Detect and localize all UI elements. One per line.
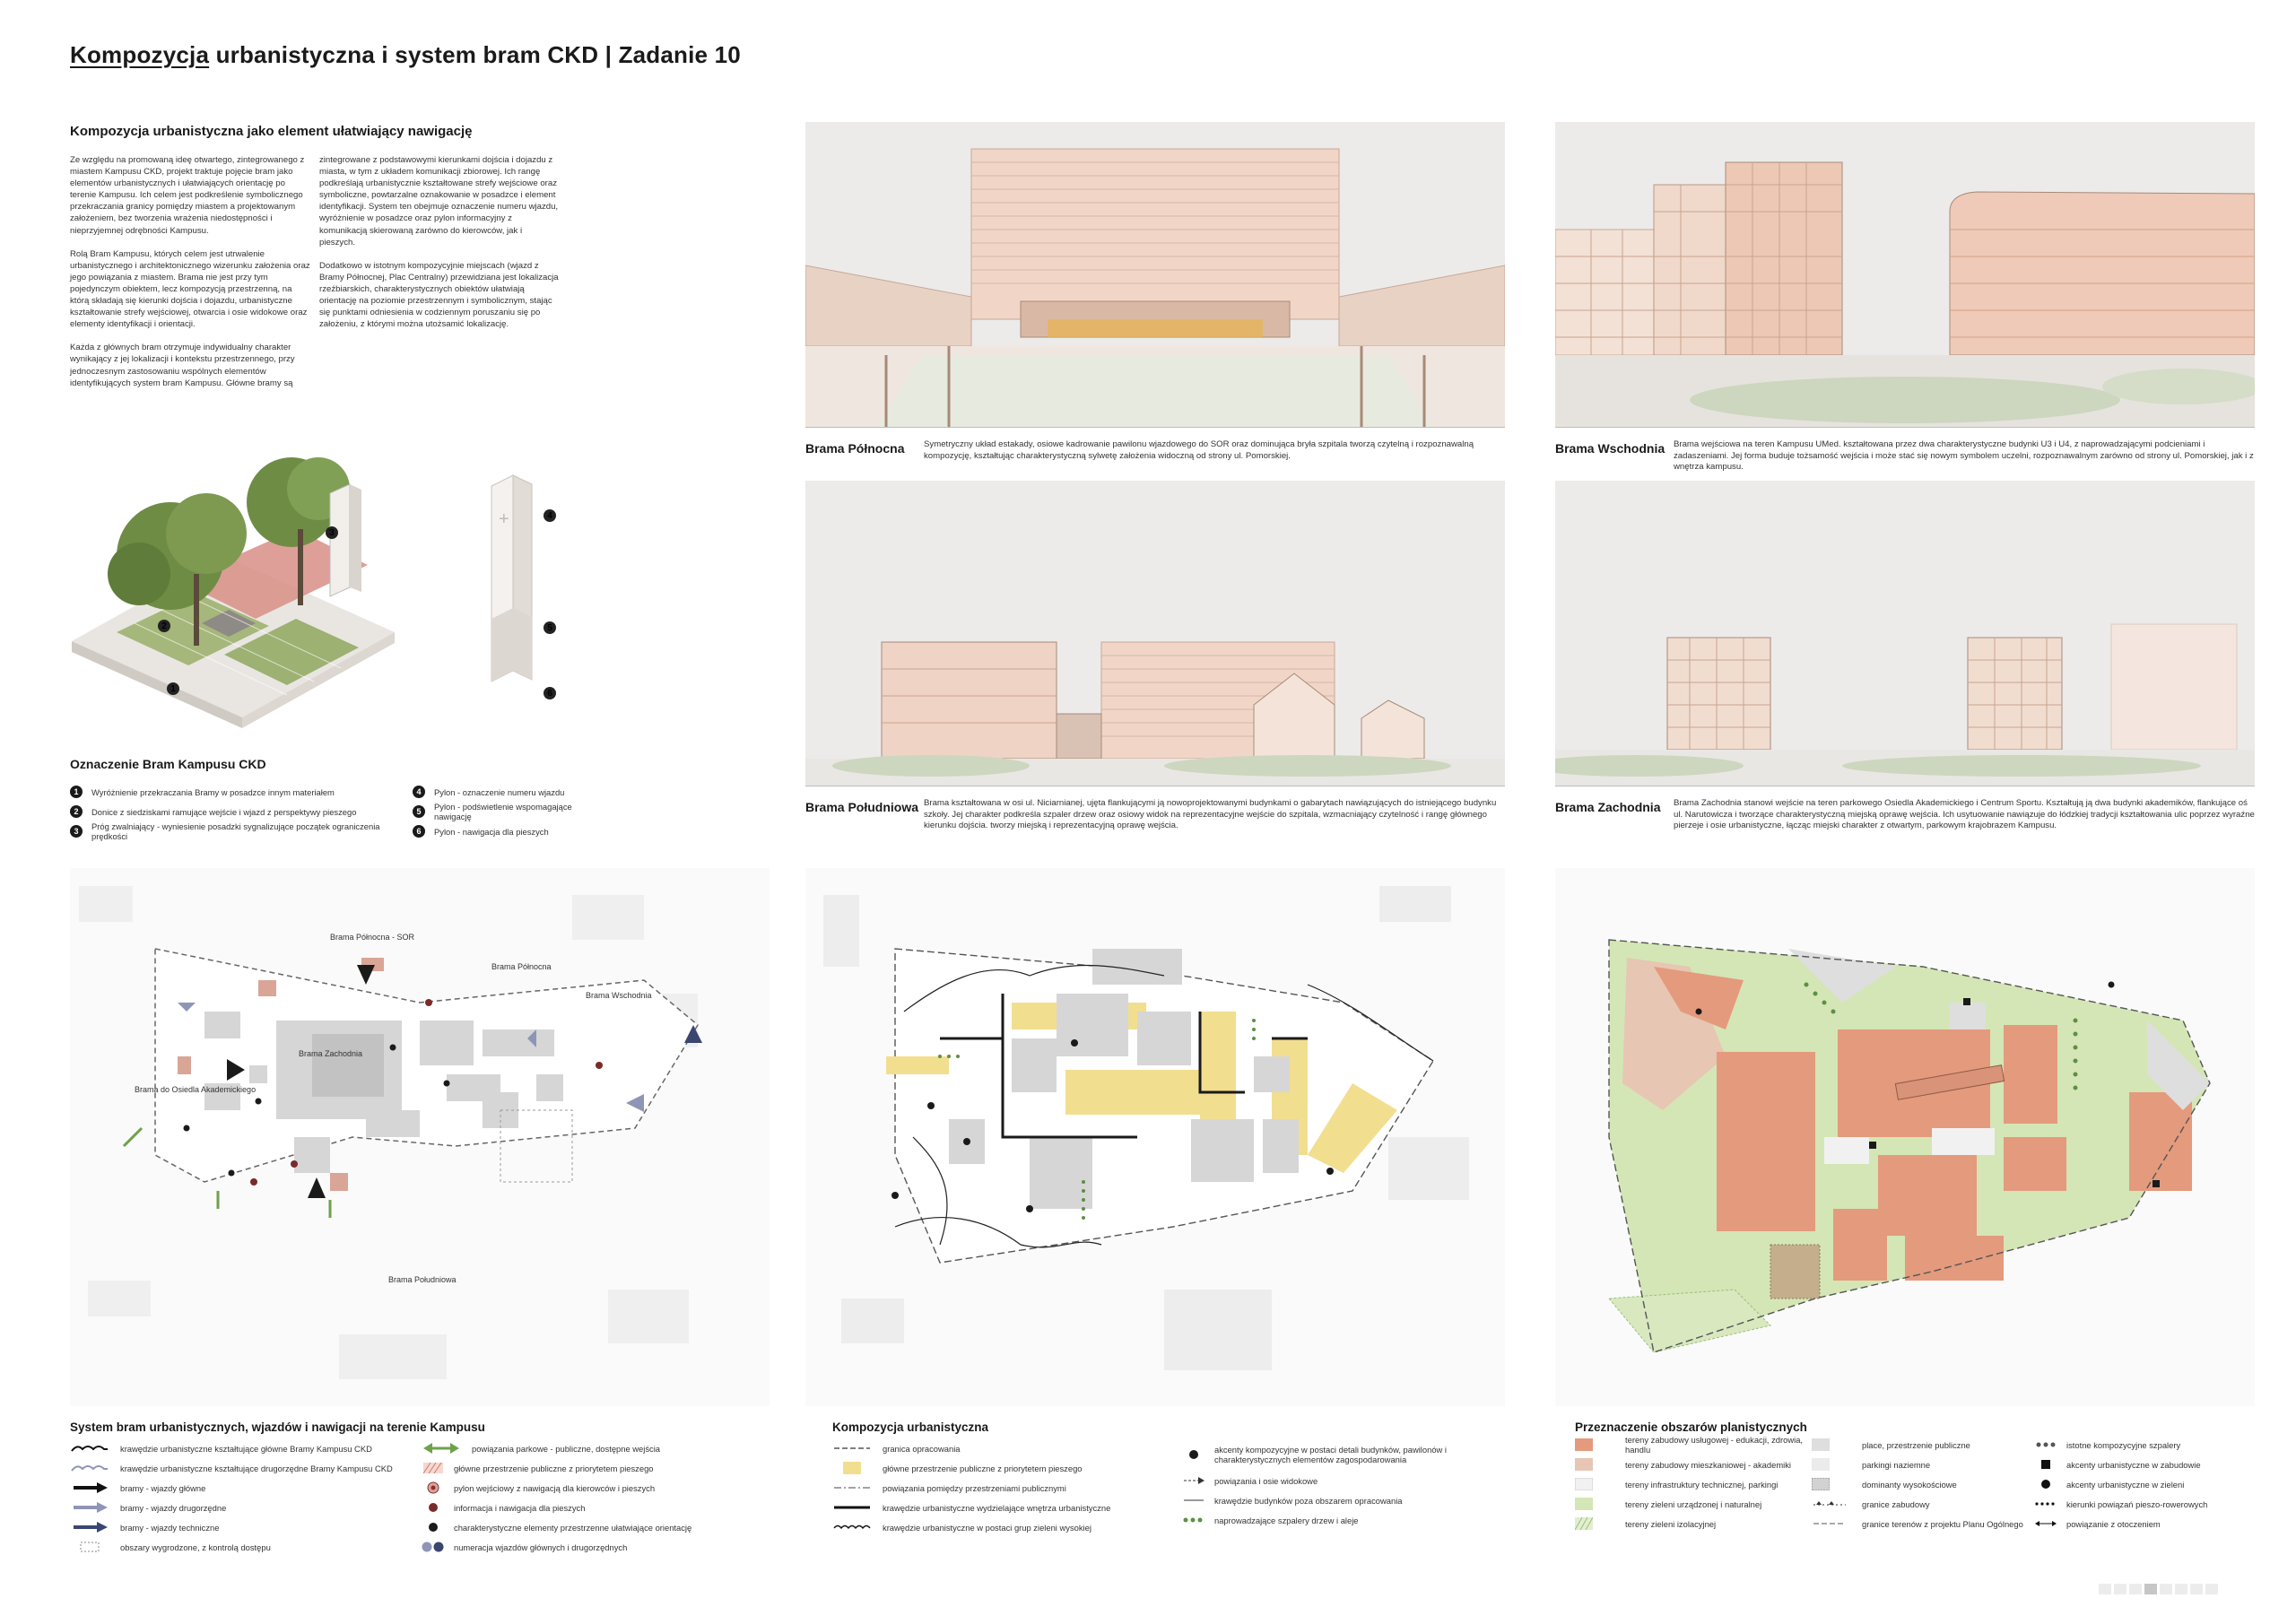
north-gate-title: Brama Północna [805, 441, 905, 456]
render-south-gate [805, 481, 1505, 786]
legend1-left [70, 1438, 411, 1557]
green-zone-icon [1575, 1498, 1614, 1510]
isolation-green-icon [1575, 1517, 1614, 1530]
map1-label-south: Brama Południowa [388, 1275, 457, 1284]
render-east-gate [1555, 122, 2255, 428]
intro-column-2 [319, 154, 560, 342]
east-gate-text: Brama wejściowa na teren Kampusu UMed. kształtowana przez dwa charakterystyczne budynki U3 i U4, z naprowadzającymi podcieniami i zadaszeniami. Jej forma buduje tożsamość wejścia i może stać się nowym symbolem uczelni, rozpoznawalnym zarówno od strony ul. Pomorskiej, jak i z wnętrza kampusu. [1674, 439, 2254, 473]
legend-item: naprowadzające szpalery drzew i aleje [1214, 1515, 1359, 1525]
number-badge: 5 [413, 805, 425, 818]
study-boundary-icon [832, 1442, 872, 1455]
bike-link-icon [2034, 1498, 2057, 1510]
edge-secondary-icon [70, 1462, 109, 1474]
marker-1: 1 [170, 684, 176, 694]
map-urban-composition [805, 868, 1505, 1406]
title-rest: urbanistyczna i system bram CKD | Zadanie 10 [209, 41, 741, 68]
marker-6: 6 [547, 689, 552, 699]
marker-2: 2 [161, 621, 167, 631]
legend-item: krawędzie budynków poza obszarem opracowania [1214, 1495, 1403, 1506]
marking-heading: Oznaczenie Bram Kampusu CKD [70, 757, 266, 771]
intro-column-1 [70, 154, 310, 401]
numbering-icon [422, 1541, 445, 1553]
east-gate-title: Brama Wschodnia [1555, 441, 1665, 456]
legend-item: główne przestrzenie publiczne z priorytetem pieszego [454, 1463, 654, 1473]
page-title [70, 41, 741, 69]
legend-item: tereny zabudowy usługowej - edukacji, zdrowia, handlu [1625, 1435, 1804, 1455]
legend-item: bramy - wjazdy główne [120, 1482, 206, 1493]
legend-item: akcenty urbanistyczne w zabudowie [2066, 1459, 2201, 1470]
number-badge: 3 [70, 825, 83, 838]
building-accent-icon [2034, 1458, 2057, 1471]
map1-label-west: Brama Zachodnia [299, 1049, 363, 1058]
plan-boundary-icon [1812, 1517, 1851, 1530]
marking-legend-right [413, 782, 583, 841]
map1-label-north-sor: Brama Północna - SOR [330, 933, 415, 942]
arrow-secondary-icon [70, 1501, 109, 1514]
legend-item: tereny infrastruktury technicznej, parkingi [1625, 1479, 1779, 1490]
legend3-heading: Przeznaczenie obszarów planistycznych [1575, 1420, 1807, 1434]
page-dot [2129, 1584, 2142, 1594]
legend2-right [1182, 1438, 1478, 1530]
page-dot-active [2144, 1584, 2157, 1594]
marking-item: Pylon - podświetlenie wspomagające nawigację [434, 802, 572, 821]
public-space-yellow-icon [832, 1462, 872, 1474]
intro-heading: Kompozycja urbanistyczna jako element ułatwiający nawigację [70, 124, 473, 139]
legend-item: charakterystyczne elementy przestrzenne ułatwiające orientację [454, 1522, 692, 1533]
green-accent-icon [2034, 1478, 2057, 1490]
intro-paragraph: Dodatkowo w istotnym kompozycyjnie miejscach (wjazd z Bramy Północnej, Plac Centralny) przewidziana jest lokalizacja rzeźbiarskich, charakterystycznych obiektów ułatwiają orientację na poziomie przestrzennym i symbolicznym, stając się punktami odniesienia w codziennym poruszaniu się po założeniu, z którymi można utożsamić lokalizację. [319, 260, 559, 330]
map-planning-zones [1555, 868, 2255, 1406]
intro-paragraph: Każda z głównych bram otrzymuje indywidualny charakter wynikający z jej lokalizacji i kontekstu przestrzennego, przy jednoczesnym zastosowaniu wspólnych elementów identyfikujących system bram Kampusu. Główne bramy są [70, 343, 295, 388]
legend3-col1 [1575, 1435, 1826, 1533]
intro-paragraph: Ze względu na promowaną ideę otwartego, zintegrowanego z miastem Kampusu CKD, projekt traktuje pojęcie bram jako elementów urbanistycznych i ułatwiających orientację po terenie Kampusu. Ich celem jest podkreślenie symbolicznego przekraczania granicy pomiędzy miastem a projektowanym założeniem, bez tworzenia wrażenia niedostępności i nieprzyjemnej odrębności Kampusu. [70, 155, 305, 236]
green-edge-icon [832, 1521, 872, 1533]
west-gate-text: Brama Zachodnia stanowi wejście na teren parkowego Osiedla Akademickiego i Centrum Sportu. Kształtują ją dwa budynki akademików, flankujące oś ul. Narutowicza i tworzące charakterystyczną miejską oprawę wejścia. Ich usytuowanie nawiązuje do łódzkiej tradycji kształtowania ulic poprzez wyraźne pierzeje i osie urbanistyczne, łącząc miejski charakter z otwartym, parkowym krajobrazem Kampusu. [1674, 798, 2255, 831]
intro-paragraph: zintegrowane z podstawowymi kierunkami dojścia i dojazdu z miasta, w tym z układem komunikacji zbiorowej. Ich rangę podkreślają urbanistycznie kształtowane strefy wejściowe oraz symboliczne, powtarzalne oznakowanie w posadzce i element identyfikacji. System ten obejmuje oznaczenie numeru wjazdu, wyróżnienie w posadzce oraz pylon informacyjny z komunikacją skierowaną zarówno do kierowców, jak i pieszych. [319, 155, 559, 248]
map1-label-east: Brama Wschodnia [586, 991, 652, 1000]
legend-item: place, przestrzenie publiczne [1862, 1439, 1970, 1450]
map-gate-system [70, 868, 770, 1406]
legend1-heading: System bram urbanistycznych, wjazdów i nawigacji na terenie Kampusu [70, 1420, 485, 1434]
page-dot [2205, 1584, 2218, 1594]
legend2-heading: Kompozycja urbanistyczna [832, 1420, 989, 1434]
north-gate-render [805, 122, 1505, 427]
title-underlined: Kompozycja [70, 41, 210, 68]
map1-label-north: Brama Północna [491, 962, 552, 971]
legend-item: powiązanie z otoczeniem [2066, 1518, 2161, 1529]
tree-row-icon [1182, 1514, 1205, 1526]
marking-item: Donice z siedziskami ramujące wejście i wjazd z perspektywy pieszego [91, 806, 357, 817]
legend-item: akcenty urbanistyczne w zieleni [2066, 1479, 2185, 1490]
legend-item: granice terenów z projektu Planu Ogólnego [1862, 1518, 2023, 1529]
legend-item: bramy - wjazdy drugorzędne [120, 1502, 227, 1513]
housing-zone-icon [1575, 1458, 1614, 1471]
fenced-area-icon [70, 1541, 109, 1553]
legend-item: granice zabudowy [1862, 1498, 1930, 1509]
parking-icon [1812, 1458, 1851, 1471]
south-gate-render [805, 481, 1505, 786]
west-gate-title: Brama Zachodnia [1555, 800, 1661, 814]
public-space-hatch-icon [422, 1462, 445, 1474]
park-link-arrow-icon [422, 1442, 461, 1455]
map1-label-academic: Brama do Osiedla Akademickiego [135, 1085, 257, 1094]
gate-axonometric-illustration [63, 439, 565, 744]
infrastructure-zone-icon [1575, 1478, 1614, 1490]
legend3-col2 [1812, 1435, 2027, 1533]
legend-item: informacja i nawigacja dla pieszych [454, 1502, 586, 1513]
legend-item: tereny zieleni izolacyjnej [1625, 1518, 1717, 1529]
marker-3: 3 [329, 528, 335, 538]
east-gate-render [1555, 122, 2255, 427]
south-gate-title: Brama Południowa [805, 800, 919, 814]
number-badge: 1 [70, 786, 83, 798]
legend-item: pylon wejściowy z nawigacją dla kierowców i pieszych [454, 1482, 656, 1493]
legend-item: dominanty wysokościowe [1862, 1479, 1957, 1490]
page-dot [2099, 1584, 2111, 1594]
tree-row-key-icon [2034, 1438, 2057, 1451]
legend-item: krawędzie urbanistyczne w postaci grup zieleni wysokiej [883, 1522, 1091, 1533]
marker-4: 4 [547, 511, 552, 521]
legend-item: akcenty kompozycyjne w postaci detali budynków, pawilonów i charakterystycznych elementów zagospodarowania [1214, 1445, 1447, 1464]
render-north-gate [805, 122, 1505, 428]
marking-item: Próg zwalniający - wyniesienie posadzki sygnalizujące początek ograniczenia prędkości [91, 821, 380, 841]
page-dot [2160, 1584, 2172, 1594]
render-west-gate [1555, 481, 2255, 786]
page-indicator [2099, 1584, 2218, 1594]
pylon-icon [422, 1481, 445, 1494]
legend-item: tereny zieleni urządzonej i naturalnej [1625, 1498, 1762, 1509]
legend-item: powiązania pomiędzy przestrzeniami publicznymi [883, 1482, 1066, 1493]
marking-item: Pylon - nawigacja dla pieszych [434, 826, 549, 837]
legend-item: bramy - wjazdy techniczne [120, 1522, 220, 1533]
urban-edge-icon [832, 1501, 872, 1514]
view-axis-icon [1182, 1474, 1205, 1487]
legend-item: powiązania parkowe - publiczne, dostępne wejścia [472, 1443, 661, 1454]
legend-item: obszary wygrodzone, z kontrolą dostępu [120, 1542, 271, 1552]
north-gate-text: Symetryczny układ estakady, osiowe kadrowanie pawilonu wjazdowego do SOR oraz dominująca bryła szpitala tworzą czytelną i rozpoznawalną kompozycję, kształtując charakterystyczną sylwetę założenia widoczną od strony ul. Pomorskiej. [924, 439, 1474, 461]
south-gate-text [924, 798, 1505, 832]
arrow-main-icon [70, 1481, 109, 1494]
marking-item: Pylon - oznaczenie numeru wjazdu [434, 786, 565, 797]
accent-icon [1182, 1448, 1205, 1461]
number-badge: 2 [70, 805, 83, 818]
surroundings-link-icon [2034, 1517, 2057, 1530]
outside-building-edge-icon [1182, 1494, 1205, 1507]
legend1-right [422, 1438, 762, 1557]
legend-item: kierunki powiązań pieszo-rowerowych [2066, 1498, 2208, 1509]
number-badge: 6 [413, 825, 425, 838]
square-icon [1812, 1438, 1851, 1451]
legend2-left [832, 1438, 1164, 1537]
svg-text:+: + [499, 509, 509, 529]
pedestrian-info-icon [422, 1501, 445, 1514]
legend-item: numeracja wjazdów głównych i drugorzędnych [454, 1542, 628, 1552]
service-zone-icon [1575, 1438, 1614, 1451]
south-gate-text-part1: Brama kształtowana w osi ul. Niciarnianej, ujęta flankującymi ją nowoprojektowanymi budynkami o gabarytach nawiązujących do istniejącego budynku szkoły. Jej charakter podkreśla szpaler drzew oraz osiowy widok na reprezentacyjne wejście do szpitala, wzmacniający czytelność i rangę głównego kierunku dojścia. [924, 798, 1497, 831]
south-gate-text-part2: tworzy miejską i reprezentacyjną oprawę wejścia. [990, 821, 1178, 831]
marking-item: Wyróżnienie przekraczania Bramy w posadzce innym materiałem [91, 786, 335, 797]
marker-5: 5 [547, 623, 552, 633]
landmark-icon [422, 1521, 445, 1533]
page-dot [2114, 1584, 2126, 1594]
legend3-col3 [2034, 1435, 2258, 1533]
legend-item: tereny zabudowy mieszkaniowej - akademiki [1625, 1459, 1791, 1470]
legend-item: granica opracowania [883, 1443, 961, 1454]
page-dot [2175, 1584, 2187, 1594]
legend-item: krawędzie urbanistyczne kształtujące drugorzędne Bramy Kampusu CKD [120, 1463, 393, 1473]
number-badge: 4 [413, 786, 425, 798]
edge-main-icon [70, 1442, 109, 1455]
west-gate-render [1555, 481, 2255, 786]
legend-item: istotne kompozycyjne szpalery [2066, 1439, 2181, 1450]
intro-paragraph: Rolą Bram Kampusu, których celem jest utrwalenie urbanistycznego i architektonicznego wizerunku założenia oraz jego powiązania z miastem. Brama nie jest przy tym pojedynczym obiektem, lecz kompozycją przestrzenną, na którą składają się kierunki dojścia i dojazdu, urbanistyczne kształtowanie strefy wejściowej, otwarcia i osie widokowe oraz elementy identyfikacji i orientacji. [70, 248, 310, 330]
page-dot [2190, 1584, 2203, 1594]
marking-legend-left [70, 782, 411, 841]
dominant-icon [1812, 1478, 1851, 1490]
arrow-technical-icon [70, 1521, 109, 1533]
legend-item: krawędzie urbanistyczne kształtujące główne Bramy Kampusu CKD [120, 1443, 372, 1454]
public-link-icon [832, 1481, 872, 1494]
legend-item: główne przestrzenie publiczne z priorytetem pieszego [883, 1463, 1083, 1473]
legend-item: krawędzie urbanistyczne wydzielające wnętrza urbanistyczne [883, 1502, 1111, 1513]
legend-item: parkingi naziemne [1862, 1459, 1931, 1470]
building-line-icon [1812, 1498, 1851, 1510]
legend-item: powiązania i osie widokowe [1214, 1475, 1318, 1486]
